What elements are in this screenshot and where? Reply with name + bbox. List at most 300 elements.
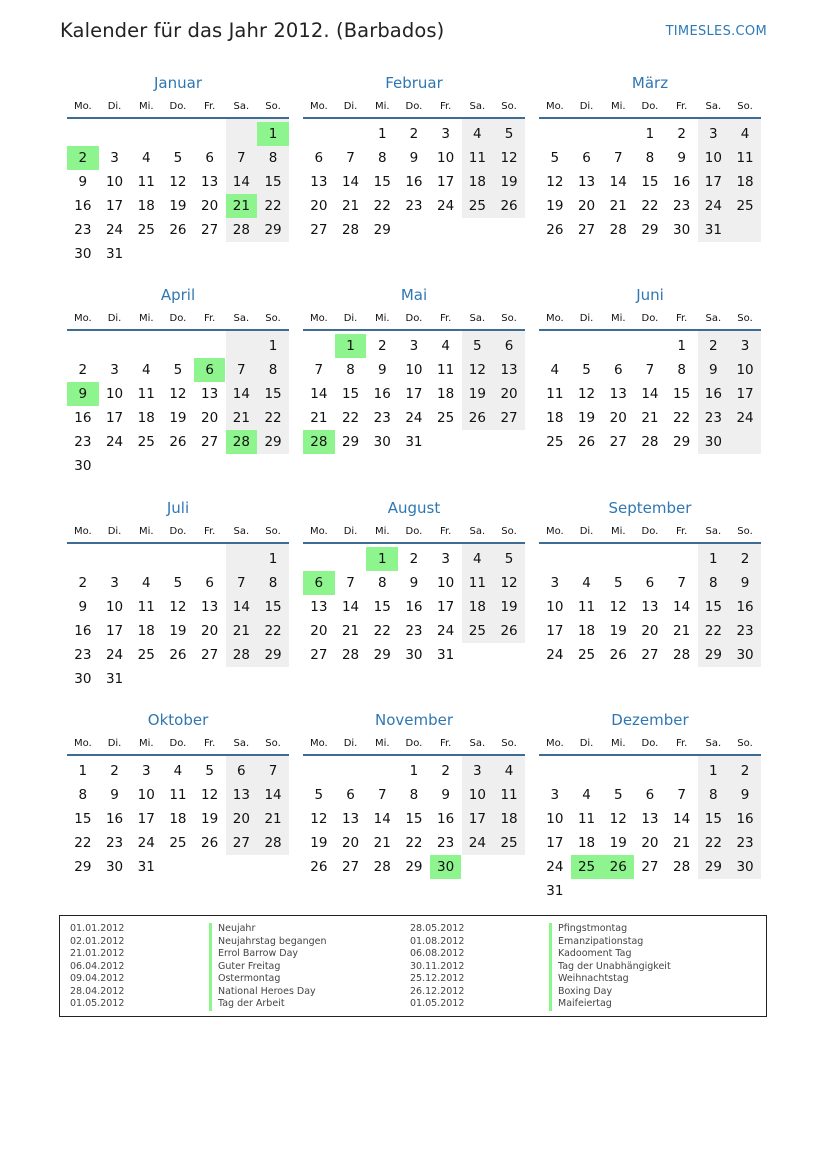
- day-cell[interactable]: 15: [673, 386, 691, 402]
- day-cell[interactable]: 28: [673, 647, 691, 663]
- day-cell[interactable]: 11: [137, 386, 155, 402]
- day-cell[interactable]: 1: [268, 338, 278, 354]
- day-cell[interactable]: 9: [78, 599, 88, 615]
- day-cell[interactable]: 14: [232, 174, 250, 190]
- day-cell[interactable]: 11: [137, 599, 155, 615]
- day-cell[interactable]: 4: [473, 126, 482, 142]
- day-cell[interactable]: 27: [201, 222, 219, 238]
- day-cell[interactable]: 21: [341, 623, 360, 639]
- day-cell[interactable]: 29: [341, 434, 360, 450]
- day-cell[interactable]: 5: [550, 150, 560, 166]
- day-cell[interactable]: 16: [437, 811, 455, 827]
- holiday-day-cell[interactable]: 25: [571, 855, 603, 879]
- holiday-day-cell[interactable]: 26: [602, 855, 634, 879]
- day-cell[interactable]: 15: [373, 174, 391, 190]
- day-cell[interactable]: 26: [169, 222, 187, 238]
- day-cell[interactable]: 30: [74, 671, 92, 687]
- holiday-day-cell[interactable]: 1: [257, 122, 289, 146]
- day-cell[interactable]: 13: [341, 811, 360, 827]
- day-cell[interactable]: 21: [373, 835, 391, 851]
- day-cell[interactable]: 2: [78, 575, 88, 591]
- day-cell[interactable]: 23: [736, 835, 754, 851]
- day-cell[interactable]: 23: [74, 434, 92, 450]
- day-cell[interactable]: 21: [232, 623, 250, 639]
- day-cell[interactable]: 19: [201, 811, 219, 827]
- day-cell[interactable]: 13: [641, 599, 659, 615]
- day-cell[interactable]: 2: [409, 126, 419, 142]
- holiday-day-cell[interactable]: 9: [67, 382, 99, 406]
- day-cell[interactable]: 24: [546, 859, 564, 875]
- day-cell[interactable]: 27: [310, 222, 328, 238]
- day-cell[interactable]: 5: [582, 362, 591, 378]
- day-cell[interactable]: 10: [105, 386, 124, 402]
- day-cell[interactable]: 12: [500, 575, 518, 591]
- day-cell[interactable]: 4: [504, 763, 514, 779]
- day-cell[interactable]: 12: [609, 599, 627, 615]
- day-cell[interactable]: 11: [546, 386, 564, 402]
- day-cell[interactable]: 20: [641, 835, 659, 851]
- holiday-day-cell[interactable]: 6: [194, 358, 226, 382]
- day-cell[interactable]: 18: [577, 835, 596, 851]
- day-cell[interactable]: 24: [105, 647, 124, 663]
- day-cell[interactable]: 20: [500, 386, 518, 402]
- day-cell[interactable]: 7: [237, 362, 246, 378]
- day-cell[interactable]: 7: [677, 787, 686, 803]
- holiday-day-cell[interactable]: 21: [226, 194, 258, 218]
- day-cell[interactable]: 4: [582, 575, 591, 591]
- holiday-day-cell[interactable]: 1: [335, 334, 367, 358]
- day-cell[interactable]: 25: [577, 647, 596, 663]
- day-cell[interactable]: 15: [341, 386, 360, 402]
- day-cell[interactable]: 9: [409, 150, 419, 166]
- day-cell[interactable]: 12: [169, 174, 187, 190]
- day-cell[interactable]: 22: [641, 198, 659, 214]
- day-cell[interactable]: 5: [504, 126, 514, 142]
- day-cell[interactable]: 12: [468, 362, 486, 378]
- day-cell[interactable]: 19: [609, 835, 627, 851]
- day-cell[interactable]: 2: [441, 763, 450, 779]
- day-cell[interactable]: 5: [205, 763, 214, 779]
- day-cell[interactable]: 28: [341, 647, 360, 663]
- day-cell[interactable]: 15: [641, 174, 659, 190]
- day-cell[interactable]: 29: [673, 434, 691, 450]
- day-cell[interactable]: 27: [201, 647, 219, 663]
- day-cell[interactable]: 12: [169, 386, 187, 402]
- day-cell[interactable]: 1: [709, 763, 718, 779]
- day-cell[interactable]: 17: [437, 599, 455, 615]
- day-cell[interactable]: 10: [437, 150, 455, 166]
- day-cell[interactable]: 8: [677, 362, 686, 378]
- day-cell[interactable]: 21: [609, 198, 627, 214]
- day-cell[interactable]: 2: [677, 126, 686, 142]
- day-cell[interactable]: 6: [205, 575, 214, 591]
- day-cell[interactable]: 8: [645, 150, 655, 166]
- day-cell[interactable]: 18: [468, 599, 486, 615]
- day-cell[interactable]: 29: [704, 859, 722, 875]
- day-cell[interactable]: 8: [78, 787, 88, 803]
- day-cell[interactable]: 1: [709, 551, 718, 567]
- day-cell[interactable]: 22: [264, 410, 282, 426]
- day-cell[interactable]: 26: [310, 859, 328, 875]
- day-cell[interactable]: 3: [110, 362, 119, 378]
- day-cell[interactable]: 23: [105, 835, 124, 851]
- day-cell[interactable]: 28: [641, 434, 659, 450]
- day-cell[interactable]: 25: [546, 434, 564, 450]
- day-cell[interactable]: 23: [437, 835, 455, 851]
- day-cell[interactable]: 5: [613, 787, 623, 803]
- day-cell[interactable]: 9: [441, 787, 450, 803]
- day-cell[interactable]: 13: [310, 599, 328, 615]
- day-cell[interactable]: 26: [468, 410, 486, 426]
- day-cell[interactable]: 9: [677, 150, 686, 166]
- holiday-day-cell[interactable]: 6: [303, 571, 335, 595]
- day-cell[interactable]: 6: [582, 150, 591, 166]
- day-cell[interactable]: 22: [341, 410, 360, 426]
- day-cell[interactable]: 26: [169, 647, 187, 663]
- day-cell[interactable]: 18: [546, 410, 564, 426]
- day-cell[interactable]: 21: [673, 835, 691, 851]
- day-cell[interactable]: 19: [169, 410, 187, 426]
- day-cell[interactable]: 29: [704, 647, 722, 663]
- day-cell[interactable]: 16: [74, 410, 92, 426]
- day-cell[interactable]: 26: [500, 623, 518, 639]
- day-cell[interactable]: 14: [310, 386, 328, 402]
- day-cell[interactable]: 3: [550, 575, 560, 591]
- day-cell[interactable]: 8: [709, 575, 718, 591]
- day-cell[interactable]: 29: [373, 222, 391, 238]
- day-cell[interactable]: 29: [264, 222, 282, 238]
- holiday-day-cell[interactable]: 28: [226, 430, 258, 454]
- day-cell[interactable]: 19: [500, 599, 518, 615]
- day-cell[interactable]: 18: [468, 174, 486, 190]
- day-cell[interactable]: 22: [405, 835, 423, 851]
- day-cell[interactable]: 13: [310, 174, 328, 190]
- day-cell[interactable]: 20: [577, 198, 596, 214]
- day-cell[interactable]: 15: [373, 599, 391, 615]
- day-cell[interactable]: 20: [609, 410, 627, 426]
- day-cell[interactable]: 2: [78, 362, 88, 378]
- day-cell[interactable]: 28: [232, 647, 250, 663]
- day-cell[interactable]: 16: [736, 599, 754, 615]
- day-cell[interactable]: 14: [232, 599, 250, 615]
- day-cell[interactable]: 8: [377, 150, 387, 166]
- day-cell[interactable]: 18: [137, 198, 155, 214]
- day-cell[interactable]: 17: [105, 623, 124, 639]
- day-cell[interactable]: 18: [736, 174, 754, 190]
- day-cell[interactable]: 31: [105, 671, 124, 687]
- holiday-day-cell[interactable]: 28: [303, 430, 335, 454]
- day-cell[interactable]: 1: [78, 763, 88, 779]
- day-cell[interactable]: 12: [577, 386, 596, 402]
- day-cell[interactable]: 3: [441, 551, 450, 567]
- day-cell[interactable]: 10: [437, 575, 455, 591]
- day-cell[interactable]: 8: [268, 150, 278, 166]
- day-cell[interactable]: 30: [105, 859, 124, 875]
- day-cell[interactable]: 18: [437, 386, 455, 402]
- brand-link[interactable]: TIMESLES.COM: [665, 24, 767, 39]
- day-cell[interactable]: 30: [373, 434, 391, 450]
- day-cell[interactable]: 10: [137, 787, 155, 803]
- day-cell[interactable]: 16: [704, 386, 722, 402]
- day-cell[interactable]: 29: [74, 859, 92, 875]
- day-cell[interactable]: 30: [736, 859, 754, 875]
- day-cell[interactable]: 13: [577, 174, 596, 190]
- day-cell[interactable]: 24: [137, 835, 155, 851]
- day-cell[interactable]: 25: [137, 647, 155, 663]
- day-cell[interactable]: 24: [704, 198, 722, 214]
- day-cell[interactable]: 15: [74, 811, 92, 827]
- day-cell[interactable]: 18: [169, 811, 187, 827]
- day-cell[interactable]: 10: [405, 362, 423, 378]
- day-cell[interactable]: 11: [137, 174, 155, 190]
- day-cell[interactable]: 9: [78, 174, 88, 190]
- day-cell[interactable]: 17: [437, 174, 455, 190]
- day-cell[interactable]: 4: [582, 787, 591, 803]
- day-cell[interactable]: 24: [437, 623, 455, 639]
- day-cell[interactable]: 7: [645, 362, 655, 378]
- day-cell[interactable]: 10: [546, 811, 564, 827]
- day-cell[interactable]: 11: [736, 150, 754, 166]
- day-cell[interactable]: 5: [314, 787, 324, 803]
- day-cell[interactable]: 24: [105, 222, 124, 238]
- day-cell[interactable]: 25: [169, 835, 187, 851]
- day-cell[interactable]: 5: [173, 575, 183, 591]
- day-cell[interactable]: 14: [609, 174, 627, 190]
- day-cell[interactable]: 7: [613, 150, 623, 166]
- day-cell[interactable]: 20: [310, 198, 328, 214]
- day-cell[interactable]: 2: [110, 763, 119, 779]
- day-cell[interactable]: 14: [673, 599, 691, 615]
- day-cell[interactable]: 12: [310, 811, 328, 827]
- day-cell[interactable]: 21: [310, 410, 328, 426]
- day-cell[interactable]: 27: [577, 222, 596, 238]
- day-cell[interactable]: 20: [201, 410, 219, 426]
- day-cell[interactable]: 24: [468, 835, 486, 851]
- day-cell[interactable]: 8: [268, 362, 278, 378]
- day-cell[interactable]: 14: [341, 174, 360, 190]
- day-cell[interactable]: 23: [405, 623, 423, 639]
- day-cell[interactable]: 1: [677, 338, 686, 354]
- day-cell[interactable]: 4: [141, 575, 151, 591]
- day-cell[interactable]: 4: [441, 338, 450, 354]
- holiday-day-cell[interactable]: 1: [366, 547, 398, 571]
- day-cell[interactable]: 27: [500, 410, 518, 426]
- day-cell[interactable]: 10: [105, 599, 124, 615]
- day-cell[interactable]: 28: [341, 222, 360, 238]
- day-cell[interactable]: 19: [609, 623, 627, 639]
- day-cell[interactable]: 7: [268, 763, 278, 779]
- day-cell[interactable]: 14: [264, 787, 282, 803]
- day-cell[interactable]: 12: [169, 599, 187, 615]
- day-cell[interactable]: 2: [377, 338, 387, 354]
- day-cell[interactable]: 16: [105, 811, 124, 827]
- day-cell[interactable]: 5: [473, 338, 482, 354]
- day-cell[interactable]: 30: [736, 647, 754, 663]
- day-cell[interactable]: 3: [110, 150, 119, 166]
- day-cell[interactable]: 21: [641, 410, 659, 426]
- day-cell[interactable]: 10: [468, 787, 486, 803]
- day-cell[interactable]: 26: [201, 835, 219, 851]
- day-cell[interactable]: 12: [500, 150, 518, 166]
- day-cell[interactable]: 6: [645, 575, 655, 591]
- day-cell[interactable]: 24: [405, 410, 423, 426]
- day-cell[interactable]: 9: [110, 787, 119, 803]
- day-cell[interactable]: 25: [137, 222, 155, 238]
- day-cell[interactable]: 7: [314, 362, 324, 378]
- day-cell[interactable]: 15: [264, 599, 282, 615]
- day-cell[interactable]: 25: [468, 623, 486, 639]
- day-cell[interactable]: 6: [613, 362, 623, 378]
- day-cell[interactable]: 3: [473, 763, 482, 779]
- day-cell[interactable]: 10: [105, 174, 124, 190]
- day-cell[interactable]: 25: [736, 198, 754, 214]
- day-cell[interactable]: 27: [641, 647, 659, 663]
- day-cell[interactable]: 13: [500, 362, 518, 378]
- day-cell[interactable]: 8: [346, 362, 355, 378]
- day-cell[interactable]: 14: [673, 811, 691, 827]
- day-cell[interactable]: 3: [709, 126, 718, 142]
- day-cell[interactable]: 31: [105, 246, 124, 262]
- day-cell[interactable]: 27: [232, 835, 250, 851]
- day-cell[interactable]: 26: [169, 434, 187, 450]
- day-cell[interactable]: 3: [441, 126, 450, 142]
- day-cell[interactable]: 23: [673, 198, 691, 214]
- day-cell[interactable]: 13: [201, 174, 219, 190]
- day-cell[interactable]: 11: [577, 811, 596, 827]
- day-cell[interactable]: 15: [405, 811, 423, 827]
- day-cell[interactable]: 13: [641, 811, 659, 827]
- day-cell[interactable]: 23: [736, 623, 754, 639]
- day-cell[interactable]: 28: [264, 835, 282, 851]
- day-cell[interactable]: 6: [346, 787, 355, 803]
- day-cell[interactable]: 27: [310, 647, 328, 663]
- holiday-day-cell[interactable]: 2: [67, 146, 99, 170]
- day-cell[interactable]: 26: [546, 222, 564, 238]
- day-cell[interactable]: 6: [237, 763, 246, 779]
- day-cell[interactable]: 1: [409, 763, 419, 779]
- day-cell[interactable]: 15: [264, 386, 282, 402]
- day-cell[interactable]: 19: [546, 198, 564, 214]
- day-cell[interactable]: 7: [237, 575, 246, 591]
- day-cell[interactable]: 8: [268, 575, 278, 591]
- day-cell[interactable]: 28: [609, 222, 627, 238]
- day-cell[interactable]: 31: [437, 647, 455, 663]
- day-cell[interactable]: 2: [709, 338, 718, 354]
- day-cell[interactable]: 17: [546, 835, 564, 851]
- holiday-day-cell[interactable]: 30: [430, 855, 462, 879]
- day-cell[interactable]: 20: [232, 811, 250, 827]
- day-cell[interactable]: 25: [137, 434, 155, 450]
- day-cell[interactable]: 22: [704, 623, 722, 639]
- day-cell[interactable]: 29: [264, 434, 282, 450]
- day-cell[interactable]: 4: [550, 362, 560, 378]
- day-cell[interactable]: 7: [346, 150, 355, 166]
- day-cell[interactable]: 11: [169, 787, 187, 803]
- day-cell[interactable]: 25: [468, 198, 486, 214]
- day-cell[interactable]: 20: [341, 835, 360, 851]
- day-cell[interactable]: 6: [504, 338, 514, 354]
- day-cell[interactable]: 17: [704, 174, 722, 190]
- day-cell[interactable]: 27: [641, 859, 659, 875]
- day-cell[interactable]: 5: [173, 362, 183, 378]
- day-cell[interactable]: 17: [105, 410, 124, 426]
- day-cell[interactable]: 18: [577, 623, 596, 639]
- day-cell[interactable]: 18: [137, 410, 155, 426]
- day-cell[interactable]: 24: [736, 410, 754, 426]
- day-cell[interactable]: 3: [110, 575, 119, 591]
- day-cell[interactable]: 31: [405, 434, 423, 450]
- day-cell[interactable]: 21: [673, 623, 691, 639]
- day-cell[interactable]: 22: [74, 835, 92, 851]
- day-cell[interactable]: 2: [409, 551, 419, 567]
- day-cell[interactable]: 15: [704, 811, 722, 827]
- day-cell[interactable]: 14: [373, 811, 391, 827]
- day-cell[interactable]: 30: [673, 222, 691, 238]
- day-cell[interactable]: 19: [577, 410, 596, 426]
- day-cell[interactable]: 30: [74, 246, 92, 262]
- day-cell[interactable]: 4: [473, 551, 482, 567]
- day-cell[interactable]: 6: [645, 787, 655, 803]
- day-cell[interactable]: 4: [141, 150, 151, 166]
- day-cell[interactable]: 11: [468, 150, 486, 166]
- day-cell[interactable]: 9: [740, 575, 750, 591]
- day-cell[interactable]: 22: [673, 410, 691, 426]
- day-cell[interactable]: 22: [373, 198, 391, 214]
- day-cell[interactable]: 19: [169, 623, 187, 639]
- day-cell[interactable]: 6: [205, 150, 214, 166]
- day-cell[interactable]: 19: [169, 198, 187, 214]
- day-cell[interactable]: 14: [232, 386, 250, 402]
- day-cell[interactable]: 8: [709, 787, 718, 803]
- day-cell[interactable]: 27: [341, 859, 360, 875]
- day-cell[interactable]: 21: [264, 811, 282, 827]
- day-cell[interactable]: 12: [546, 174, 564, 190]
- day-cell[interactable]: 1: [377, 126, 387, 142]
- day-cell[interactable]: 25: [500, 835, 518, 851]
- day-cell[interactable]: 15: [704, 599, 722, 615]
- day-cell[interactable]: 14: [641, 386, 659, 402]
- day-cell[interactable]: 16: [373, 386, 391, 402]
- day-cell[interactable]: 23: [74, 647, 92, 663]
- day-cell[interactable]: 12: [201, 787, 219, 803]
- day-cell[interactable]: 16: [405, 174, 423, 190]
- day-cell[interactable]: 3: [141, 763, 151, 779]
- day-cell[interactable]: 19: [500, 174, 518, 190]
- day-cell[interactable]: 21: [232, 410, 250, 426]
- day-cell[interactable]: 16: [405, 599, 423, 615]
- day-cell[interactable]: 13: [232, 787, 250, 803]
- day-cell[interactable]: 28: [373, 859, 391, 875]
- day-cell[interactable]: 9: [740, 787, 750, 803]
- day-cell[interactable]: 6: [314, 150, 324, 166]
- day-cell[interactable]: 25: [437, 410, 455, 426]
- day-cell[interactable]: 31: [704, 222, 722, 238]
- day-cell[interactable]: 19: [468, 386, 486, 402]
- day-cell[interactable]: 30: [704, 434, 722, 450]
- day-cell[interactable]: 10: [704, 150, 722, 166]
- day-cell[interactable]: 9: [409, 575, 419, 591]
- day-cell[interactable]: 16: [736, 811, 754, 827]
- day-cell[interactable]: 5: [613, 575, 623, 591]
- day-cell[interactable]: 23: [74, 222, 92, 238]
- day-cell[interactable]: 13: [609, 386, 627, 402]
- day-cell[interactable]: 8: [377, 575, 387, 591]
- day-cell[interactable]: 9: [377, 362, 387, 378]
- day-cell[interactable]: 20: [201, 198, 219, 214]
- day-cell[interactable]: 23: [373, 410, 391, 426]
- day-cell[interactable]: 7: [377, 787, 387, 803]
- day-cell[interactable]: 22: [264, 198, 282, 214]
